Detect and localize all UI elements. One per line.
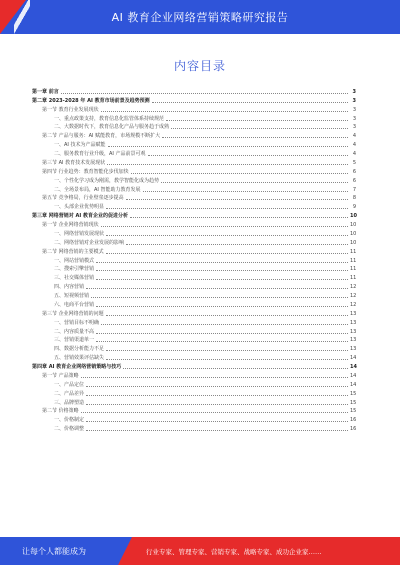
toc-entry[interactable] bbox=[32, 370, 356, 379]
toc-entry-page: 11 bbox=[350, 275, 357, 282]
toc-entry[interactable] bbox=[32, 148, 356, 157]
toc-leader-dots bbox=[123, 368, 348, 369]
toc-entry-label: 一、营销目标不明确 bbox=[54, 319, 100, 326]
toc-leader-dots bbox=[148, 155, 349, 156]
toc-entry-page: 14 bbox=[350, 381, 357, 388]
toc-leader-dots bbox=[96, 262, 348, 263]
toc-leader-dots bbox=[86, 395, 348, 396]
toc-entry[interactable] bbox=[32, 379, 356, 388]
toc-entry[interactable] bbox=[32, 193, 356, 202]
toc-leader-dots bbox=[96, 279, 348, 280]
toc-leader-dots bbox=[130, 217, 348, 218]
toc-entry[interactable] bbox=[32, 228, 356, 237]
toc-entry-page: 13 bbox=[350, 346, 357, 353]
toc-entry-page: 4 bbox=[352, 133, 356, 140]
toc-entry[interactable] bbox=[32, 264, 356, 273]
toc-entry-page: 7 bbox=[352, 186, 356, 193]
toc-leader-dots bbox=[101, 111, 348, 112]
toc-entry-label: 六、电商平台营销 bbox=[54, 301, 95, 308]
toc-entry-page: 13 bbox=[350, 328, 357, 335]
toc-leader-dots bbox=[106, 253, 348, 254]
toc-entry-page: 14 bbox=[350, 364, 357, 370]
toc-entry[interactable] bbox=[32, 352, 356, 361]
toc-entry-label: 第二节 产品与服务：AI 赋能教育，市场规模不断扩大 bbox=[42, 133, 161, 140]
report-title: AI 教育企业网络营销策略研究报告 bbox=[111, 11, 289, 24]
toc-entry-page: 10 bbox=[350, 230, 357, 237]
table-of-contents bbox=[32, 86, 356, 432]
toc-leader-dots bbox=[81, 377, 348, 378]
toc-entry[interactable] bbox=[32, 326, 356, 335]
toc-leader-dots bbox=[106, 315, 348, 316]
toc-entry[interactable] bbox=[32, 317, 356, 326]
toc-entry-label: 二、搜索引擎营销 bbox=[54, 266, 95, 273]
toc-entry-label: 三、品牌塑造 bbox=[54, 399, 85, 406]
toc-entry-label: 二、价格调整 bbox=[54, 426, 85, 433]
toc-entry-page: 6 bbox=[352, 177, 356, 184]
toc-heading: 内容目录 bbox=[173, 59, 226, 73]
toc-entry-page: 13 bbox=[350, 337, 357, 344]
toc-entry-label: 第三节 AI 教育技术发展现状 bbox=[42, 159, 106, 166]
toc-entry-page: 3 bbox=[352, 88, 356, 95]
toc-leader-dots bbox=[101, 226, 348, 227]
toc-entry-page: 11 bbox=[350, 266, 357, 273]
toc-entry[interactable] bbox=[32, 210, 356, 219]
toc-entry[interactable] bbox=[32, 175, 356, 184]
toc-leader-dots bbox=[61, 93, 348, 94]
toc-entry[interactable] bbox=[32, 237, 356, 246]
toc-entry-page: 6 bbox=[352, 168, 356, 175]
toc-leader-dots bbox=[131, 173, 348, 174]
toc-leader-dots bbox=[86, 430, 348, 431]
toc-entry-page: 13 bbox=[350, 310, 357, 317]
toc-entry-page: 12 bbox=[350, 301, 357, 308]
toc-entry-label: 第一节 企业网络营销现状 bbox=[42, 222, 99, 228]
toc-entry-page: 3 bbox=[352, 97, 356, 104]
toc-leader-dots bbox=[152, 102, 348, 103]
toc-leader-dots bbox=[106, 235, 348, 236]
toc-entry-label: 第四节 行业趋势：教育智能化步伐加快 bbox=[42, 168, 129, 175]
toc-entry[interactable] bbox=[32, 361, 356, 370]
toc-entry[interactable] bbox=[32, 95, 356, 104]
toc-entry[interactable] bbox=[32, 104, 356, 113]
toc-entry-label: 二、全场景布局，AI 智能助力教育发展 bbox=[54, 186, 141, 193]
toc-entry-label: 第二节 价格策略 bbox=[42, 408, 79, 415]
toc-entry-page: 16 bbox=[350, 426, 357, 433]
toc-entry-label: 第五节 竞争格局，行业壁垒逐步提高 bbox=[42, 195, 124, 202]
toc-entry-page: 5 bbox=[352, 159, 356, 166]
toc-entry-label: 第一节 教育行业发展现状 bbox=[42, 106, 99, 113]
toc-entry-page: 16 bbox=[350, 417, 357, 424]
toc-entry-label: 二、内容质量不高 bbox=[54, 328, 95, 335]
toc-entry[interactable] bbox=[32, 166, 356, 175]
toc-entry[interactable] bbox=[32, 299, 356, 308]
toc-entry-page: 13 bbox=[350, 319, 357, 326]
toc-entry-page: 15 bbox=[350, 399, 357, 406]
toc-leader-dots bbox=[143, 191, 349, 192]
toc-leader-dots bbox=[126, 199, 348, 200]
toc-entry-label: 一、AI 技术为产品赋能 bbox=[54, 142, 106, 149]
toc-leader-dots bbox=[86, 404, 348, 405]
toc-entry[interactable] bbox=[32, 255, 356, 264]
toc-leader-dots bbox=[86, 421, 348, 422]
toc-entry-label: 一、个性化学习成为刚需，教学智能化成为趋势 bbox=[54, 177, 160, 184]
toc-entry-label: 第一章 前言 bbox=[32, 88, 59, 95]
toc-entry-page: 15 bbox=[350, 390, 357, 397]
footer-slogan: 让每个人都能成为 bbox=[22, 547, 86, 556]
toc-leader-dots bbox=[96, 341, 348, 342]
toc-entry-page: 11 bbox=[350, 248, 357, 255]
toc-entry-label: 四、内容营销 bbox=[54, 284, 85, 291]
toc-entry-page: 3 bbox=[352, 124, 356, 131]
toc-entry[interactable] bbox=[32, 308, 356, 317]
toc-entry-page: 12 bbox=[350, 284, 357, 291]
toc-entry-page: 8 bbox=[352, 195, 356, 202]
toc-leader-dots bbox=[106, 350, 348, 351]
toc-leader-dots bbox=[106, 359, 348, 360]
toc-leader-dots bbox=[96, 306, 348, 307]
toc-entry[interactable] bbox=[32, 397, 356, 406]
toc-entry[interactable] bbox=[32, 406, 356, 415]
toc-entry-label: 一、产品定位 bbox=[54, 381, 85, 388]
toc-entry-label: 四、数据分析能力不足 bbox=[54, 346, 105, 353]
toc-entry-label: 二、大数据时代下，教育信息化产品与服务趋于成熟 bbox=[54, 124, 170, 131]
toc-entry[interactable] bbox=[32, 139, 356, 148]
toc-entry-label: 第三节 企业网络营销的问题 bbox=[42, 310, 104, 317]
toc-entry-label: 第二章 2023-2028 年 AI 教育市场前景及趋势预测 bbox=[32, 97, 150, 104]
toc-leader-dots bbox=[101, 324, 348, 325]
toc-entry-label: 五、短视频营销 bbox=[54, 293, 90, 299]
toc-entry-page: 10 bbox=[350, 213, 357, 220]
toc-entry[interactable] bbox=[32, 335, 356, 344]
toc-entry-label: 第四章 AI 教育企业网络营销策略与技巧 bbox=[32, 364, 122, 370]
toc-entry[interactable] bbox=[32, 246, 356, 255]
toc-entry-label: 一、价格制定 bbox=[54, 417, 85, 424]
toc-entry-page: 9 bbox=[352, 204, 356, 211]
footer-red-accent bbox=[118, 537, 132, 565]
toc-entry-label: 第二节 网络营销的主要模式 bbox=[42, 248, 104, 255]
toc-leader-dots bbox=[86, 288, 348, 289]
footer-tags: 行业专家、管理专家、营销专家、战略专家、成功企业家…… bbox=[146, 548, 322, 556]
toc-entry-label: 一、头部企业优势明显 bbox=[54, 204, 105, 211]
toc-entry[interactable] bbox=[32, 388, 356, 397]
toc-leader-dots bbox=[166, 120, 348, 121]
toc-entry-label: 一、网站营销模式 bbox=[54, 257, 95, 264]
toc-leader-dots bbox=[86, 386, 348, 387]
toc-entry[interactable] bbox=[32, 219, 356, 228]
toc-entry-label: 第一节 产品策略 bbox=[42, 372, 79, 379]
toc-entry[interactable] bbox=[32, 423, 356, 432]
toc-leader-dots bbox=[162, 137, 348, 138]
toc-leader-dots bbox=[91, 297, 348, 298]
toc-entry[interactable] bbox=[32, 343, 356, 352]
toc-entry[interactable] bbox=[32, 184, 356, 193]
toc-entry-page: 3 bbox=[352, 106, 356, 113]
toc-entry[interactable] bbox=[32, 414, 356, 423]
toc-entry-label: 一、重点政策支持，教育信息化监管体系持续规范 bbox=[54, 115, 165, 122]
toc-entry-page: 10 bbox=[350, 222, 357, 228]
toc-entry-page: 3 bbox=[352, 115, 356, 122]
toc-leader-dots bbox=[96, 270, 348, 271]
toc-entry-label: 一、网络营销发展现状 bbox=[54, 230, 105, 237]
toc-leader-dots bbox=[126, 244, 348, 245]
toc-entry[interactable] bbox=[32, 86, 356, 95]
toc-entry-page: 10 bbox=[350, 239, 357, 246]
toc-entry-page: 4 bbox=[352, 142, 356, 149]
toc-leader-dots bbox=[96, 333, 348, 334]
toc-leader-dots bbox=[108, 146, 349, 147]
toc-entry-page: 14 bbox=[350, 372, 357, 379]
toc-leader-dots bbox=[161, 182, 348, 183]
toc-entry-page: 11 bbox=[350, 257, 357, 264]
toc-entry[interactable] bbox=[32, 157, 356, 166]
toc-entry[interactable] bbox=[32, 113, 356, 122]
toc-entry[interactable] bbox=[32, 122, 356, 131]
toc-leader-dots bbox=[107, 164, 348, 165]
toc-leader-dots bbox=[106, 208, 348, 209]
toc-entry-label: 三、营销渠道单一 bbox=[54, 337, 95, 344]
toc-leader-dots bbox=[81, 412, 348, 413]
toc-entry[interactable] bbox=[32, 130, 356, 139]
toc-entry-label: 三、社交媒体营销 bbox=[54, 275, 95, 282]
toc-entry[interactable] bbox=[32, 290, 356, 299]
toc-entry-label: 二、网络营销对企业发展的影响 bbox=[54, 239, 125, 246]
toc-entry[interactable] bbox=[32, 272, 356, 281]
toc-entry[interactable] bbox=[32, 281, 356, 290]
toc-entry-label: 五、营销效果评估缺失 bbox=[54, 355, 105, 362]
toc-entry-page: 4 bbox=[352, 151, 356, 157]
toc-entry-label: 二、产品差异 bbox=[54, 390, 85, 397]
toc-leader-dots bbox=[171, 128, 348, 129]
toc-entry[interactable] bbox=[32, 201, 356, 210]
toc-entry-page: 15 bbox=[350, 408, 357, 415]
toc-entry-label: 二、服务教育行业升级，AI 产品前景可观 bbox=[54, 151, 146, 157]
toc-entry-page: 12 bbox=[350, 293, 357, 299]
toc-entry-page: 14 bbox=[350, 355, 357, 362]
toc-entry-label: 第三章 网络营销对 AI 教育企业的促进分析 bbox=[32, 213, 128, 220]
